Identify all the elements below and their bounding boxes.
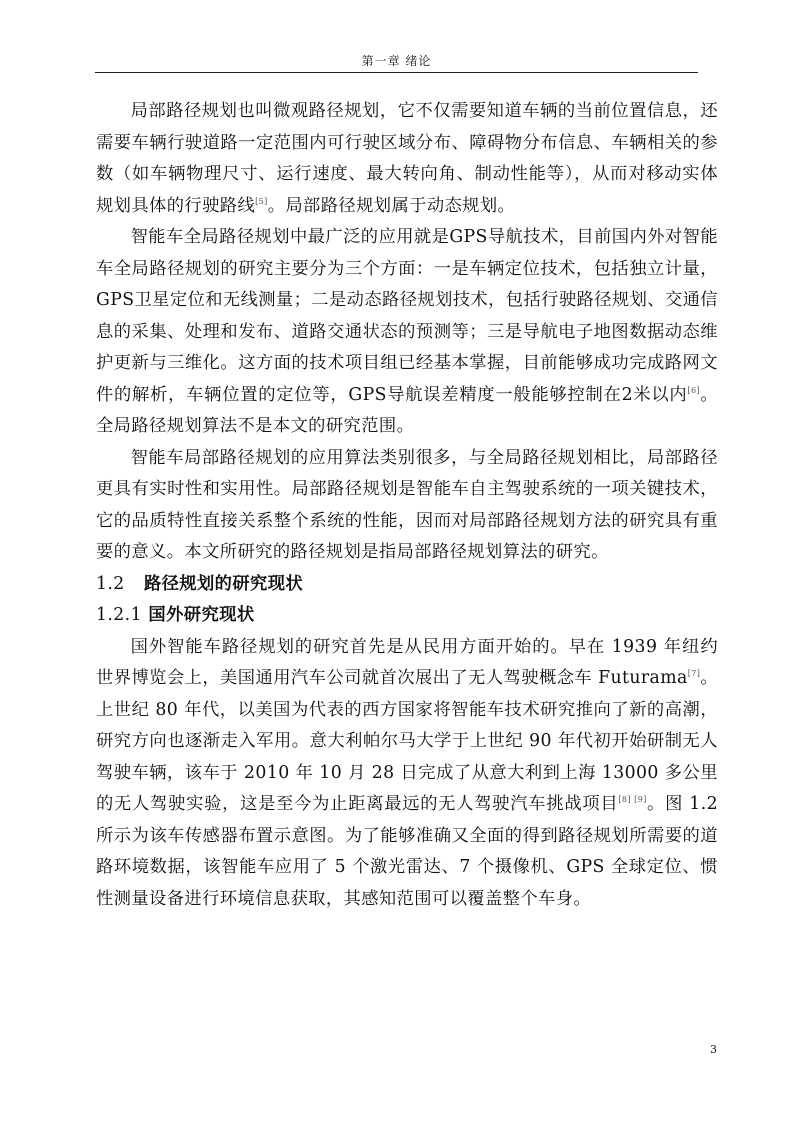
subsection-heading — [96, 600, 718, 632]
paragraph-text: 。局部路径规划属于动态规划。 — [267, 195, 516, 216]
paragraph-text: 智能车全局路径规划中最广泛的应用就是GPS导航技术，目前国内外对智能车全局路径规划的研究主要分为三个方面：一是车辆定位技术，包括独立计量，GPS卫星定位和无线测量；二是动态路径规划技术，包括行驶路径规划、交通信息的采集、处理和发布、道路交通状态的预测等；三是导航电子地图数据动态维护更新与三维化。这方面的技术项目组已经基本掌握，目前能够成功完成路网文件的解析，车辆位置的定位等，GPS导航误差精度一般能够控制在2米以内 — [96, 227, 718, 405]
paragraph-local-planning — [96, 96, 718, 222]
paragraph-text: 局部路径规划也叫微观路径规划，它不仅需要知道车辆的当前位置信息，还需要车辆行驶道路一定范围内可行驶区域分布、障碍物分布信息、车辆相关的参数（如车辆物理尺寸、运行速度、最大转向角、制动性能等），从而对移动实体规划具体的行驶路线 — [96, 101, 718, 216]
section-title: 路径规划的研究现状 — [143, 573, 304, 594]
subsection-title: 国外研究现状 — [148, 605, 255, 625]
paragraph-local-algorithms: 智能车局部路径规划的应用算法类别很多，与全局路径规划相比，局部路径更具有实时性和实用性。局部路径规划是智能车自主驾驶系统的一项关键技术，它的品质特性直接关系整个系统的性能，因而对局部路径规划方法的研究具有重要的意义。本文所研究的路径规划是指局部路径规划算法的研究。 — [96, 447, 718, 562]
paragraph-text: 。上世纪 80 年代，以美国为代表的西方国家将智能车技术研究推向了新的高潮，研究方向也逐渐走入军用。意大利帕尔马大学于上世纪 90 年代初开始研制无人驾驶车辆，该车于 2010 年 10 月 28 日完成了从意大利到上海 13000 多公里的无人驾驶实验，这是至今为止距离最远的无人驾驶汽车挑战项目 — [96, 668, 719, 814]
subsection-number: 1.2.1 — [96, 605, 142, 625]
paragraph-text: 国外智能车路径规划的研究首先是从民用方面开始的。早在 1939 年纽约世界博览会上，美国通用汽车公司就首次展出了无人驾驶概念车 Futurama — [96, 636, 718, 688]
running-header: 第一章 绪论 — [361, 54, 432, 68]
paragraph-global-planning — [96, 222, 718, 443]
page-number: 3 — [710, 1043, 717, 1056]
section-number: 1.2 — [96, 573, 125, 594]
citation-ref[interactable]: [6] — [687, 385, 700, 395]
citation-ref[interactable]: [8] [9] — [618, 795, 647, 805]
page-body — [96, 96, 718, 915]
paragraph-text: 。图 1.2 所示为该车传感器布置示意图。为了能够准确又全面的得到路径规划所需要的道路环境数据，该智能车应用了 5 个激光雷达、7 个摄像机、GPS 全球定位、惯性测量设备进行环境信息获取，其感知范围可以覆盖整个车身。 — [96, 794, 718, 909]
paragraph-foreign-research — [96, 632, 718, 916]
section-heading — [96, 569, 718, 601]
paragraph-text: 。全局路径规划算法不是本文的研究范围。 — [96, 384, 718, 436]
header-divider — [95, 72, 698, 73]
citation-ref[interactable]: [7] — [687, 669, 701, 679]
citation-ref[interactable]: [5] — [255, 196, 268, 206]
